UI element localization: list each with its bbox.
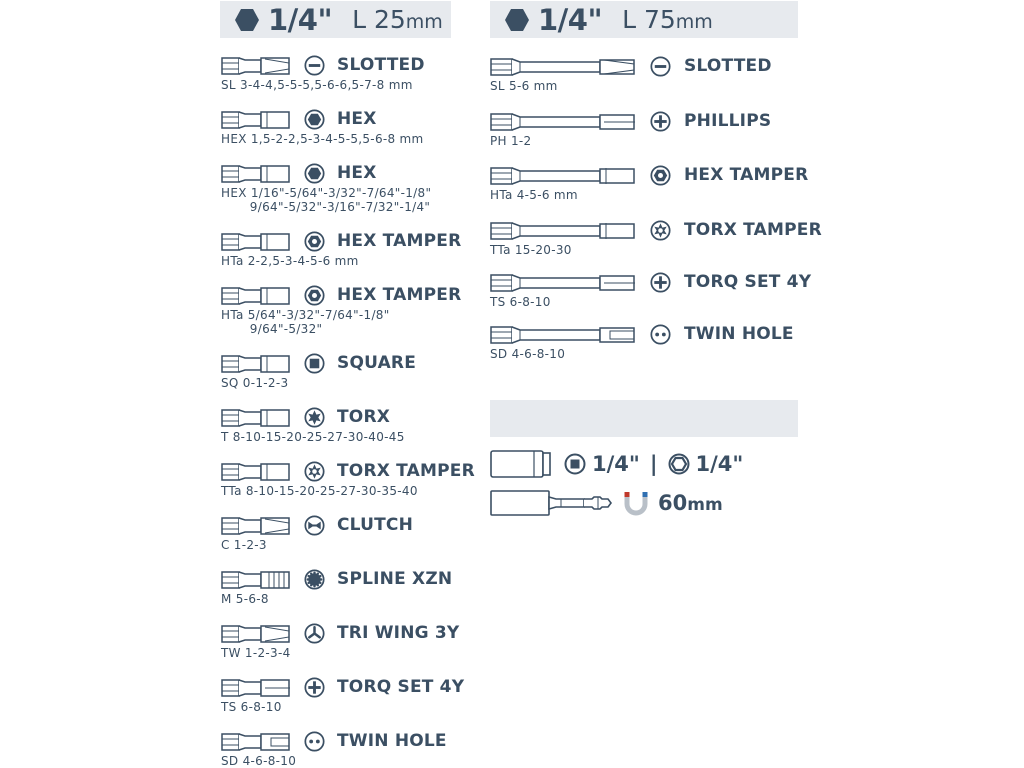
twin-hole-icon: [304, 731, 325, 756]
bit-type-name: SLOTTED: [337, 55, 425, 75]
bit-type-name: SQUARE: [337, 353, 417, 373]
holder-length: 60mm: [658, 491, 723, 515]
bit-size-line: HTa 5/64"-3/32"-7/64"-1/8": [221, 308, 390, 322]
bit-type-name: HEX: [337, 109, 377, 129]
bit-size-line: TS 6-8-10: [221, 700, 282, 714]
magnetic-bit-holder-icon: [490, 489, 614, 517]
bit-sizes: [221, 430, 405, 444]
bit-size-line: SL 5-6 mm: [490, 79, 558, 93]
bit-sizes: [221, 592, 269, 606]
hex-icon: [304, 109, 325, 134]
bit-size-line: T 8-10-15-20-25-27-30-40-45: [221, 430, 405, 444]
adapter-drive-out: 1/4": [695, 452, 744, 476]
hex-drive-icon: [668, 453, 690, 475]
hex-icon: [304, 163, 325, 188]
bit-sizes: [490, 347, 565, 361]
hex-tamper-icon: [304, 285, 325, 310]
bit-sizes: [221, 754, 296, 768]
bit-sizes: [221, 538, 267, 552]
bit-type-name: TORX: [337, 407, 391, 427]
short-bits-length: L 25mm: [352, 5, 443, 34]
bit-type-name: HEX TAMPER: [337, 231, 462, 251]
bit-type-name: TORQ SET 4Y: [684, 272, 812, 292]
socket-adapter-row: [490, 449, 743, 479]
bit-size-line: PH 1-2: [490, 134, 532, 148]
bit-type-name: TORX TAMPER: [684, 220, 822, 240]
bit-sizes: [221, 308, 390, 336]
bit-sizes: [221, 646, 291, 660]
torx-tamper-icon: [650, 220, 671, 245]
bit-type-name: TWIN HOLE: [337, 731, 447, 751]
bit-sizes: [221, 78, 413, 92]
bit-sizes: [221, 484, 418, 498]
bit-size-line: TS 6-8-10: [490, 295, 551, 309]
torq-set-icon: [650, 272, 671, 297]
bit-sizes: [221, 700, 282, 714]
bit-sizes: [490, 188, 578, 202]
adapter-separator: |: [649, 452, 658, 476]
spline-icon: [304, 569, 325, 594]
bit-sizes: [490, 295, 551, 309]
bit-size-line: TTa 15-20-30: [490, 243, 572, 257]
bit-sizes: [490, 79, 558, 93]
bit-type-name: TORX TAMPER: [337, 461, 475, 481]
bit-type-name: HEX TAMPER: [337, 285, 462, 305]
bit-type-name: CLUTCH: [337, 515, 414, 535]
bit-type-name: HEX TAMPER: [684, 165, 809, 185]
short-bits-drive-size: 1/4": [268, 2, 333, 37]
bit-type-name: HEX: [337, 163, 377, 183]
hexagon-icon: [234, 8, 260, 32]
bit-size-line: SL 3-4-4,5-5-5,5-6-6,5-7-8 mm: [221, 78, 413, 92]
hexagon-icon: [504, 8, 530, 32]
clutch-icon: [304, 515, 325, 540]
bit-sizes: [221, 376, 288, 390]
bit-type-name: PHILLIPS: [684, 111, 772, 131]
slotted-icon: [650, 56, 671, 81]
bit-size-line: M 5-6-8: [221, 592, 269, 606]
socket-adapter-icon: [490, 449, 552, 479]
bit-size-line: SQ 0-1-2-3: [221, 376, 289, 390]
bit-size-line: TW 1-2-3-4: [221, 646, 291, 660]
bit-size-line: TTa 8-10-15-20-25-27-30-35-40: [221, 484, 418, 498]
long-bits-header: [490, 1, 798, 38]
slotted-icon: [304, 55, 325, 80]
bit-type-name: SLOTTED: [684, 56, 772, 76]
bit-sizes: [490, 134, 531, 148]
bit-type-name: SPLINE XZN: [337, 569, 453, 589]
square-drive-icon: [564, 453, 586, 475]
bit-size-line: 9/64"-5/32"-3/16"-7/32"-1/4": [221, 200, 431, 214]
phillips-icon: [650, 111, 671, 136]
bit-size-line: 9/64"-5/32": [221, 322, 323, 336]
accessories-band: [490, 400, 798, 437]
magnet-icon: [624, 490, 648, 516]
hex-tamper-icon: [304, 231, 325, 256]
bit-size-line: HTa 4-5-6 mm: [490, 188, 578, 202]
hex-tamper-icon: [650, 165, 671, 190]
bit-type-name: TWIN HOLE: [684, 324, 794, 344]
square-icon: [304, 353, 325, 378]
bit-sizes: [221, 132, 424, 146]
twin-hole-icon: [650, 324, 671, 349]
long-bits-length: L 75mm: [622, 5, 713, 34]
bit-size-line: C 1-2-3: [221, 538, 267, 552]
torx-tamper-icon: [304, 461, 325, 486]
torq-set-icon: [304, 677, 325, 702]
bit-sizes: [490, 243, 572, 257]
bit-type-name: TRI WING 3Y: [337, 623, 460, 643]
bit-holder-row: [490, 489, 723, 517]
bit-sizes: [221, 254, 359, 268]
bit-sizes: [221, 186, 431, 214]
bit-size-line: SD 4-6-8-10: [490, 347, 566, 361]
short-bits-header: [220, 1, 451, 38]
bit-size-line: HEX 1/16"-5/64"-3/32"-7/64"-1/8": [221, 186, 432, 200]
adapter-drive-in: 1/4": [592, 452, 640, 476]
tri-wing-icon: [304, 623, 325, 648]
bit-type-name: TORQ SET 4Y: [337, 677, 465, 697]
torx-icon: [304, 407, 325, 432]
long-bits-drive-size: 1/4": [538, 2, 603, 37]
bit-size-line: HEX 1,5-2-2,5-3-4-5-5,5-6-8 mm: [221, 132, 424, 146]
bit-size-line: SD 4-6-8-10: [221, 754, 297, 768]
bit-size-line: HTa 2-2,5-3-4-5-6 mm: [221, 254, 359, 268]
